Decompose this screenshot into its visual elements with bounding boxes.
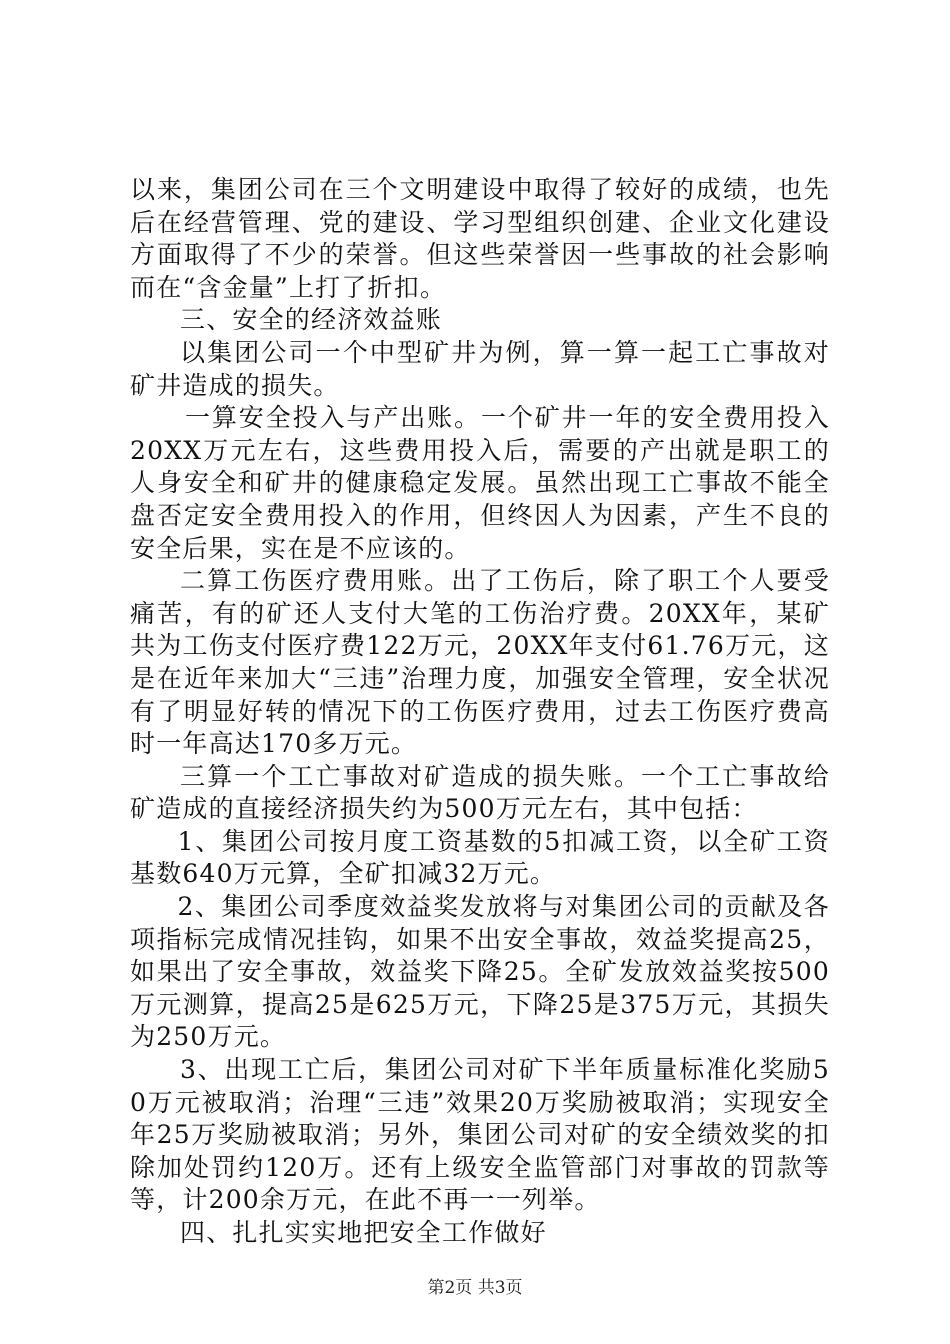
list-item-1: 1、集团公司按月度工资基数的5扣减工资，以全矿工资基数640万元算，全矿扣减32万元。 [130, 826, 830, 889]
paragraph-example-intro: 以集团公司一个中型矿井为例，算一算一起工亡事故对矿井造成的损失。 [130, 337, 830, 400]
paragraph-accident-loss: 三算一个工亡事故对矿造成的损失账。一个工亡事故给矿造成的直接经济损失约为500万元左右，其中包括： [130, 761, 830, 824]
heading-section-4: 四、扎扎实实地把安全工作做好 [180, 1218, 547, 1247]
page-footer: 第2页 共3页 [427, 1278, 523, 1298]
paragraph-medical-costs: 二算工伤医疗费用账。出了工伤后，除了职工个人要受痛苦，有的矿还人支付大笔的工伤治疗费。20XX年，某矿共为工伤支付医疗费122万元，20XX年支付61.76万元，这是在近年来加大“三违”治理力度，加强安全管理，安全状况有了明显好转的情况下的工伤医疗费用，过去工伤医疗费高时一年高达170多万元。 [130, 566, 830, 759]
paragraph-honors: 以来，集团公司在三个文明建设中取得了较好的成绩，也先后在经营管理、党的建设、学习型组织创建、企业文化建设方面取得了不少的荣誉。但这些荣誉因一些事故的社会影响而在“含金量”上打了折扣。 [130, 175, 830, 302]
list-item-3: 3、出现工亡后，集团公司对矿下半年质量标准化奖励50万元被取消；治理“三违”效果20万奖励被取消；实现安全年25万奖励被取消；另外，集团公司对矿的安全绩效奖的扣除加处罚约120万。还有上级安全监管部门对事故的罚款等等，计200余万元，在此不再一一列举。 [130, 1055, 830, 1215]
document-body [130, 174, 830, 1250]
list-item-2: 2、集团公司季度效益奖发放将与对集团公司的贡献及各项指标完成情况挂钩，如果不出安全事故，效益奖提高25，如果出了安全事故，效益奖下降25。全矿发放效益奖按500万元测算，提高25是625万元，下降25是375万元，其损失为250万元。 [130, 892, 830, 1052]
paragraph-investment-output: 一算安全投入与产出账。一个矿井一年的安全费用投入20XX万元左右，这些费用投入后，需要的产出就是职工的人身安全和矿井的健康稳定发展。虽然出现工亡事故不能全盘否定安全费用投入的作用，但终因人为因素，产生不良的安全后果，实在是不应该的。 [130, 403, 830, 563]
heading-section-3: 三、安全的经济效益账 [180, 305, 443, 335]
